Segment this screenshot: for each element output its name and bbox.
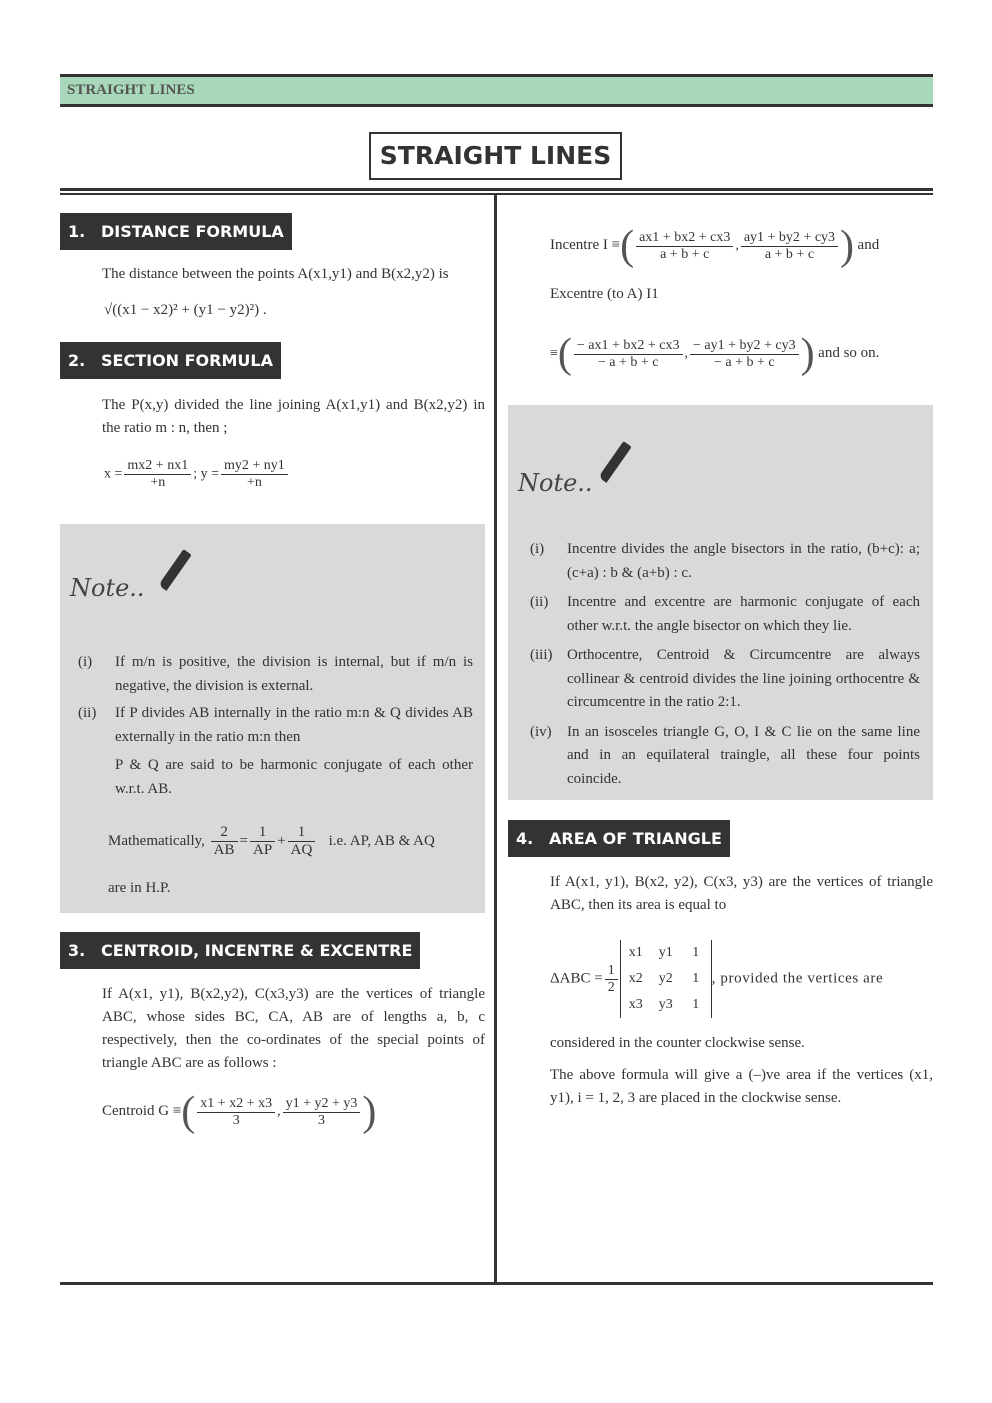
denominator: AQ xyxy=(290,842,313,858)
denominator: − a + b + c xyxy=(597,354,659,370)
denominator: +n xyxy=(246,475,262,490)
paren: ( xyxy=(181,1089,196,1135)
note-title: Note.. xyxy=(518,469,593,497)
matrix-cell: 1 xyxy=(692,945,700,960)
denominator: AP xyxy=(252,842,273,858)
note-item xyxy=(78,651,473,698)
section-heading-area xyxy=(508,820,730,857)
item-text: Incentre and excentre are harmonic conjugate of each other w.r.t. the angle bisector on which they lie. xyxy=(567,594,920,634)
matrix-cell: y2 xyxy=(658,971,673,986)
formula-text: Incentre I ≡ xyxy=(550,237,621,254)
formula-text: ; y = xyxy=(193,466,219,482)
section-heading-section xyxy=(60,342,281,379)
running-title: STRAIGHT LINES xyxy=(67,82,195,98)
matrix-cell: 1 xyxy=(692,971,700,986)
note-list xyxy=(530,538,920,791)
matrix-cell: y3 xyxy=(658,997,673,1012)
excentre-formula: ≡( $\frac{- ax1 + bx2 + cx3}{- a + b + c}$ , $\frac{- ay1 + by2 + cy3}{- a + b + c}$ ) and so on. xyxy=(550,331,880,377)
matrix-cell: x1 xyxy=(628,945,643,960)
item-text: If m/n is positive, the division is internal, but if m/n is negative, the division is external. xyxy=(115,654,473,694)
matrix-cell: 1 xyxy=(692,997,700,1012)
numerator: my2 + ny1 xyxy=(221,458,288,475)
section-title: CENTROID, INCENTRE & EXCENTRE xyxy=(101,941,413,960)
item-number: (ii) xyxy=(78,705,97,721)
footer-rule xyxy=(60,1282,933,1285)
formula-text: = xyxy=(239,832,248,849)
numerator: 1 xyxy=(605,963,618,980)
fraction xyxy=(283,1096,361,1129)
formula-text: Centroid G ≡ xyxy=(102,1103,182,1120)
item-text: If P divides AB internally in the ratio m:n & Q divides AB externally in the ratio m:n then xyxy=(115,705,473,745)
denominator: a + b + c xyxy=(660,246,710,262)
pen-icon xyxy=(158,549,191,591)
formula-text: and xyxy=(857,237,880,254)
section-number: 4. xyxy=(516,829,534,848)
note-box xyxy=(60,524,485,913)
formula-text: i.e. AP, AB & AQ xyxy=(328,832,435,849)
numerator: − ay1 + by2 + cy3 xyxy=(690,338,799,355)
section-title: SECTION FORMULA xyxy=(101,351,273,370)
pen-icon xyxy=(598,441,631,483)
paren: ( xyxy=(557,331,572,377)
fraction xyxy=(605,963,618,996)
area-text-3: The above formula will give a (–)ve area if the vertices (x1, y1), i = 1, 2, 3 are placed in the clockwise sense. xyxy=(550,1067,933,1106)
note-list xyxy=(78,651,473,801)
formula-text: ΔABC = xyxy=(550,970,603,987)
fraction xyxy=(124,458,191,491)
numerator: y1 + y2 + y3 xyxy=(283,1096,361,1113)
area-formula xyxy=(550,940,883,1018)
paren: ) xyxy=(362,1089,377,1135)
section-number: 1. xyxy=(68,222,86,241)
numerator: 1 xyxy=(288,824,316,842)
section-formula xyxy=(104,458,290,491)
paren: ( xyxy=(620,223,635,269)
section-number: 2. xyxy=(68,351,86,370)
section-title: DISTANCE FORMULA xyxy=(101,222,284,241)
area-text: If A(x1, y1), B(x2, y2), C(x3, y3) are the vertices of triangle ABC, then its area is equal to xyxy=(550,874,933,913)
hp-text: are in H.P. xyxy=(108,880,171,896)
fraction xyxy=(250,824,275,859)
formula-text: + xyxy=(277,832,286,849)
fraction xyxy=(741,230,838,263)
denominator: 3 xyxy=(317,1112,325,1128)
incentre-formula: Incentre I ≡( $\frac{ax1 + bx2 + cx3}{a + b + c}$ , $\frac{ay1 + by2 + cy3}{a + b + c}$ ) and xyxy=(550,223,880,269)
formula-text: Mathematically, xyxy=(108,832,205,849)
area-text-2: considered in the counter clockwise sense. xyxy=(550,1035,805,1051)
formula-text: , provided the vertices are xyxy=(711,970,884,987)
item-text: Incentre divides the angle bisectors in the ratio, (b+c): a; (c+a) : b & (a+b) : c. xyxy=(567,541,920,581)
page-title: STRAIGHT LINES xyxy=(369,132,622,180)
column-divider xyxy=(494,195,497,1285)
item-number: (iii) xyxy=(530,647,553,663)
note-title: Note.. xyxy=(70,574,145,602)
determinant xyxy=(620,940,712,1018)
fraction xyxy=(288,824,316,859)
paren: ) xyxy=(800,331,815,377)
numerator: ay1 + by2 + cy3 xyxy=(741,230,838,247)
section-number: 3. xyxy=(68,941,86,960)
item-number: (i) xyxy=(78,654,93,670)
denominator: AB xyxy=(213,842,235,858)
section-title: AREA OF TRIANGLE xyxy=(549,829,722,848)
item-number: (iv) xyxy=(530,723,552,740)
numerator: 2 xyxy=(211,824,238,842)
fraction xyxy=(574,338,683,371)
numerator: x1 + x2 + x3 xyxy=(197,1096,275,1113)
matrix-cell: x2 xyxy=(628,971,643,986)
note-box xyxy=(508,405,933,800)
centroid-text: If A(x1, y1), B(x2,y2), C(x3,y3) are the vertices of triangle ABC, whose sides BC, CA, AB are of lengths a, b, c respectively, then the co-ordinates of the special points of triangle ABC are as follows : xyxy=(102,986,485,1071)
paren: ) xyxy=(840,223,855,269)
numerator: ax1 + bx2 + cx3 xyxy=(636,230,733,247)
fraction xyxy=(211,824,238,859)
note-item xyxy=(530,721,920,792)
formula-text: and so on. xyxy=(818,345,880,362)
section-heading-centroid xyxy=(60,932,420,969)
hp-formula xyxy=(108,824,435,859)
note-item xyxy=(78,754,473,801)
note-item xyxy=(530,591,920,638)
excentre-label: Excentre (to A) I1 xyxy=(550,286,659,302)
fraction xyxy=(690,338,799,371)
running-header xyxy=(60,74,933,107)
note-item xyxy=(78,702,473,749)
fraction xyxy=(221,458,288,491)
formula-text: ≡ xyxy=(550,346,558,362)
denominator: a + b + c xyxy=(764,246,815,262)
divider xyxy=(60,188,933,191)
item-number: (i) xyxy=(530,541,545,557)
item-text: P & Q are said to be harmonic conjugate of each other w.r.t. AB. xyxy=(115,757,473,797)
distance-text: The distance between the points A(x1,y1) and B(x2,y2) is xyxy=(102,266,449,282)
fraction xyxy=(197,1096,275,1129)
fraction xyxy=(636,230,733,263)
note-item xyxy=(530,538,920,585)
denominator: − a + b + c xyxy=(714,354,775,370)
section-heading-distance xyxy=(60,213,292,250)
denominator: +n xyxy=(150,475,166,490)
matrix-cell: x3 xyxy=(628,997,643,1012)
matrix-cell: y1 xyxy=(658,945,673,960)
formula-text: x = xyxy=(104,466,123,482)
numerator: 1 xyxy=(250,824,275,842)
distance-formula: √((x1 − x2)² + (y1 − y2)²) . xyxy=(104,302,267,318)
numerator: − ax1 + bx2 + cx3 xyxy=(574,338,683,355)
note-item xyxy=(530,644,920,715)
centroid-formula: Centroid G ≡( $\frac{x1 + x2 + x3}{3}$ , $\frac{y1 + y2 + y3}{3}$ ) xyxy=(102,1089,377,1135)
item-text: In an isosceles triangle G, O, I & C lie on the same line and in an equilateral traingle, all these four points coincide. xyxy=(567,723,920,787)
numerator: mx2 + nx1 xyxy=(124,458,191,475)
item-number: (ii) xyxy=(530,594,549,610)
item-text: Orthocentre, Centroid & Circumcentre are always collinear & centroid divides the line joining orthocentre & circumcentre in the ratio 2:1. xyxy=(567,647,920,710)
denominator: 3 xyxy=(232,1112,240,1128)
section-text: The P(x,y) divided the line joining A(x1,y1) and B(x2,y2) in the ratio m : n, then ; xyxy=(102,397,485,436)
denominator: 2 xyxy=(607,979,615,995)
